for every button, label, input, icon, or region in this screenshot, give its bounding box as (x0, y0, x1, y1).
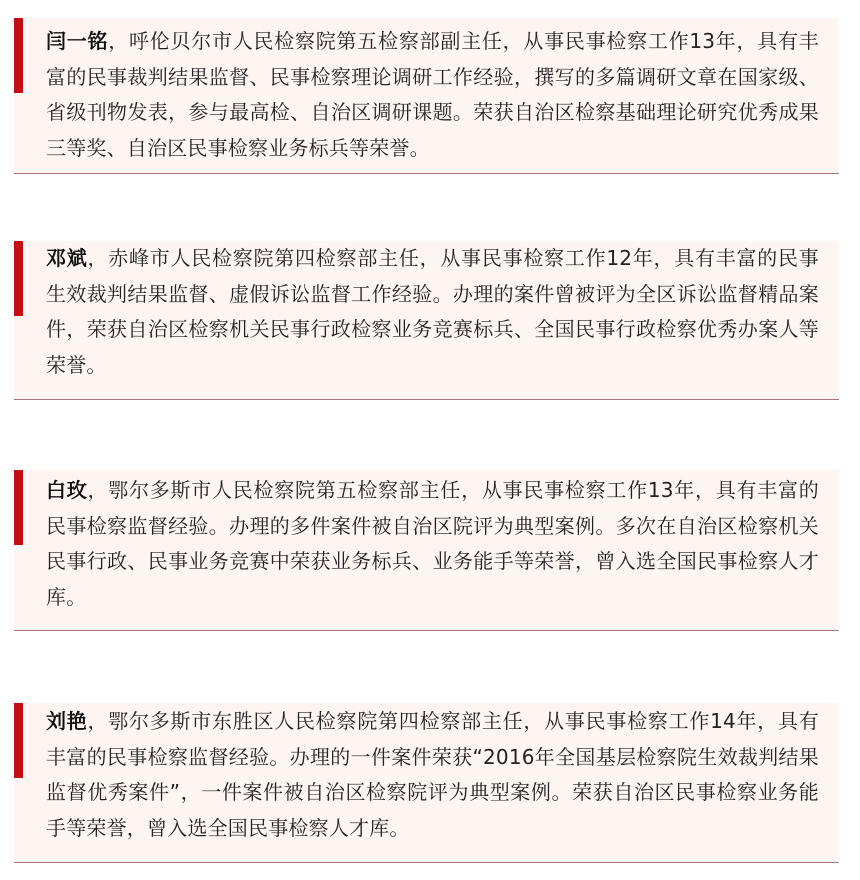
profile-name: 邓斌 (46, 246, 88, 270)
profile-paragraph (14, 470, 839, 615)
profile-paragraph (14, 18, 839, 166)
accent-bar (14, 470, 23, 545)
profile-card-deng-bin (14, 241, 839, 400)
profile-description: ，鄂尔多斯市人民检察院第五检察部主任，从事民事检察工作13年，具有丰富的民事检察监督经验。办理的多件案件被自治区院评为典型案例。多次在自治区检察机关民事行政、民事业务竞赛中荣获业务标兵、业务能手等荣誉，曾入选全国民事检察人才库。 (46, 478, 819, 609)
profile-card-liu-yan (14, 703, 839, 863)
profile-card-yan-yiming (14, 18, 839, 174)
accent-bar (14, 241, 23, 316)
profile-paragraph (14, 241, 839, 383)
profile-paragraph (14, 703, 839, 846)
accent-bar (14, 18, 23, 93)
profile-card-bai-mei (14, 470, 839, 631)
profile-description: ，赤峰市人民检察院第四检察部主任，从事民事检察工作12年，具有丰富的民事生效裁判结果监督、虚假诉讼监督工作经验。办理的案件曾被评为全区诉讼监督精品案件，荣获自治区检察机关民事行政检察业务竞赛标兵、全国民事行政检察优秀办案人等荣誉。 (46, 246, 819, 377)
profile-description: ，鄂尔多斯市东胜区人民检察院第四检察部主任，从事民事检察工作14年，具有丰富的民事检察监督经验。办理的一件案件荣获“2016年全国基层检察院生效裁判结果监督优秀案件”，一件案件被自治区检察院评为典型案例。荣获自治区民事检察业务能手等荣誉，曾入选全国民事检察人才库。 (46, 709, 819, 840)
profile-name: 白玫 (46, 478, 88, 502)
profile-name: 闫一铭 (46, 29, 109, 53)
accent-bar (14, 703, 23, 778)
profile-name: 刘艳 (46, 709, 88, 733)
profile-description: ，呼伦贝尔市人民检察院第五检察部副主任，从事民事检察工作13年，具有丰富的民事裁判结果监督、民事检察理论调研工作经验，撰写的多篇调研文章在国家级、省级刊物发表，参与最高检、自治区调研课题。荣获自治区检察基础理论研究优秀成果三等奖、自治区民事检察业务标兵等荣誉。 (46, 29, 819, 160)
